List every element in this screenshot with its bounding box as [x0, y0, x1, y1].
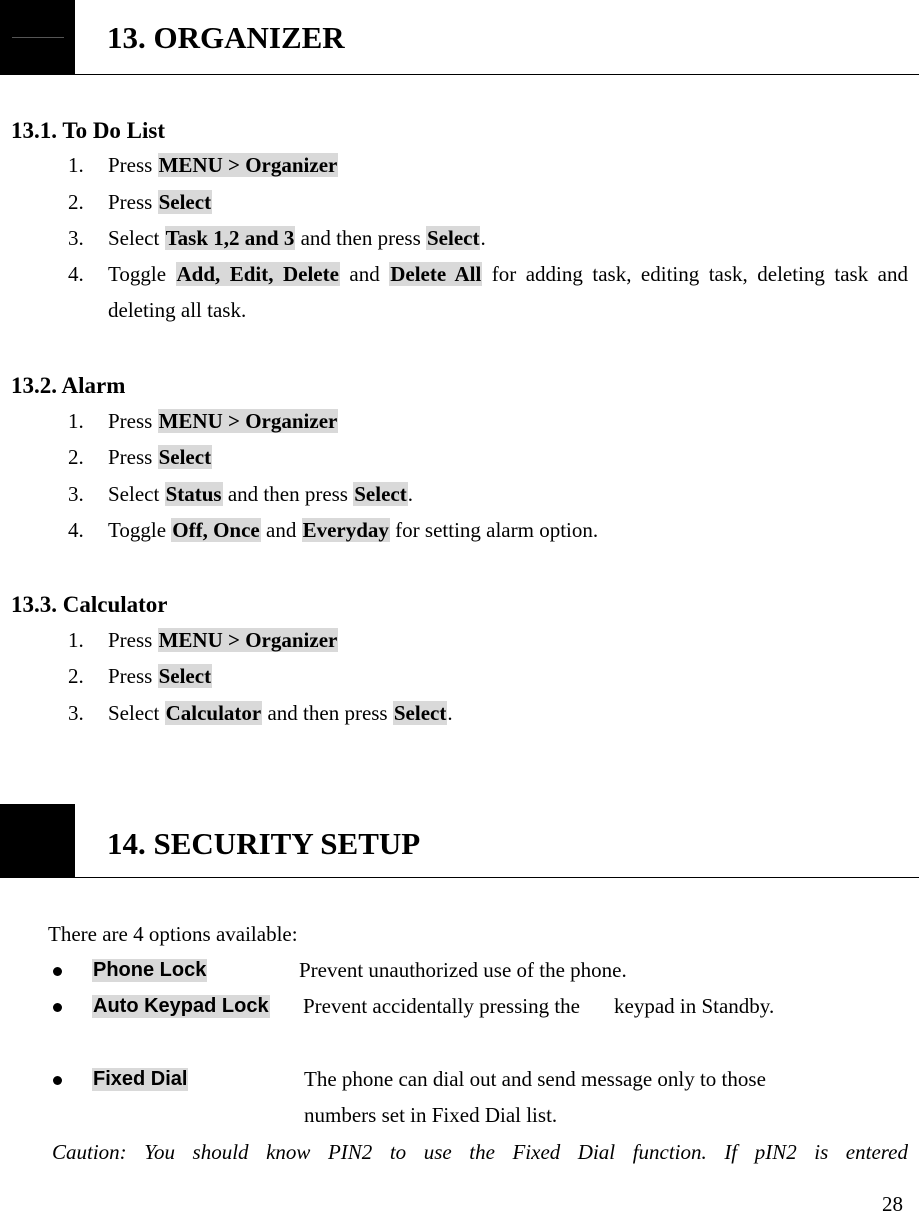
chapter-13-marker	[0, 0, 75, 75]
chapter-14-marker	[0, 804, 75, 878]
todo-step-3: 3. Select Task 1,2 and 3 and then press Select.	[68, 226, 486, 250]
todo-step-1: 1. Press MENU > Organizer	[68, 153, 338, 177]
calc-step-3: 3. Select Calculator and then press Select.	[68, 701, 453, 725]
chapter-13-rule	[75, 74, 919, 75]
option-phone-lock-desc: Prevent unauthorized use of the phone.	[299, 958, 627, 982]
alarm-step-1: 1. Press MENU > Organizer	[68, 409, 338, 433]
section-title-alarm: 13.2. Alarm	[11, 373, 126, 398]
section-title-calculator: 13.3. Calculator	[11, 592, 168, 617]
bullet-icon	[53, 1076, 62, 1085]
todo-step-4: 4. Toggle Add, Edit, Delete and Delete All for adding task, editing task, deleting task and deleting all task.	[68, 262, 908, 322]
section-title-todo: 13.1. To Do List	[11, 118, 166, 143]
option-fixed-dial-desc: The phone can dial out and send message only to those	[304, 1067, 766, 1091]
todo-step-2: 2. Press Select	[68, 190, 212, 214]
chapter-14-rule	[75, 877, 919, 878]
alarm-step-3: 3. Select Status and then press Select.	[68, 482, 413, 506]
bullet-icon	[53, 1003, 62, 1012]
option-fixed-dial: Fixed Dial	[93, 1068, 188, 1090]
alarm-step-2: 2. Press Select	[68, 445, 212, 469]
chapter-13-title: 13. ORGANIZER	[107, 20, 345, 55]
option-auto-keypad-lock-desc: Prevent accidentally pressing the keypad in Standby.	[303, 994, 775, 1018]
page-number: 28	[882, 1192, 903, 1216]
caution-note: Caution: You should know PIN2 to use the Fixed Dial function. If pIN2 is entered	[52, 1140, 908, 1164]
alarm-step-4: 4. Toggle Off, Once and Everyday for setting alarm option.	[68, 518, 599, 542]
calc-step-1: 1. Press MENU > Organizer	[68, 628, 338, 652]
option-phone-lock: Phone Lock	[93, 959, 207, 981]
bullet-icon	[53, 967, 62, 976]
chapter-14-title: 14. SECURITY SETUP	[107, 826, 421, 861]
option-fixed-dial-desc-cont: numbers set in Fixed Dial list.	[304, 1103, 558, 1127]
security-intro: There are 4 options available:	[48, 922, 298, 946]
calc-step-2: 2. Press Select	[68, 664, 212, 688]
option-auto-keypad-lock: Auto Keypad Lock	[93, 995, 269, 1017]
